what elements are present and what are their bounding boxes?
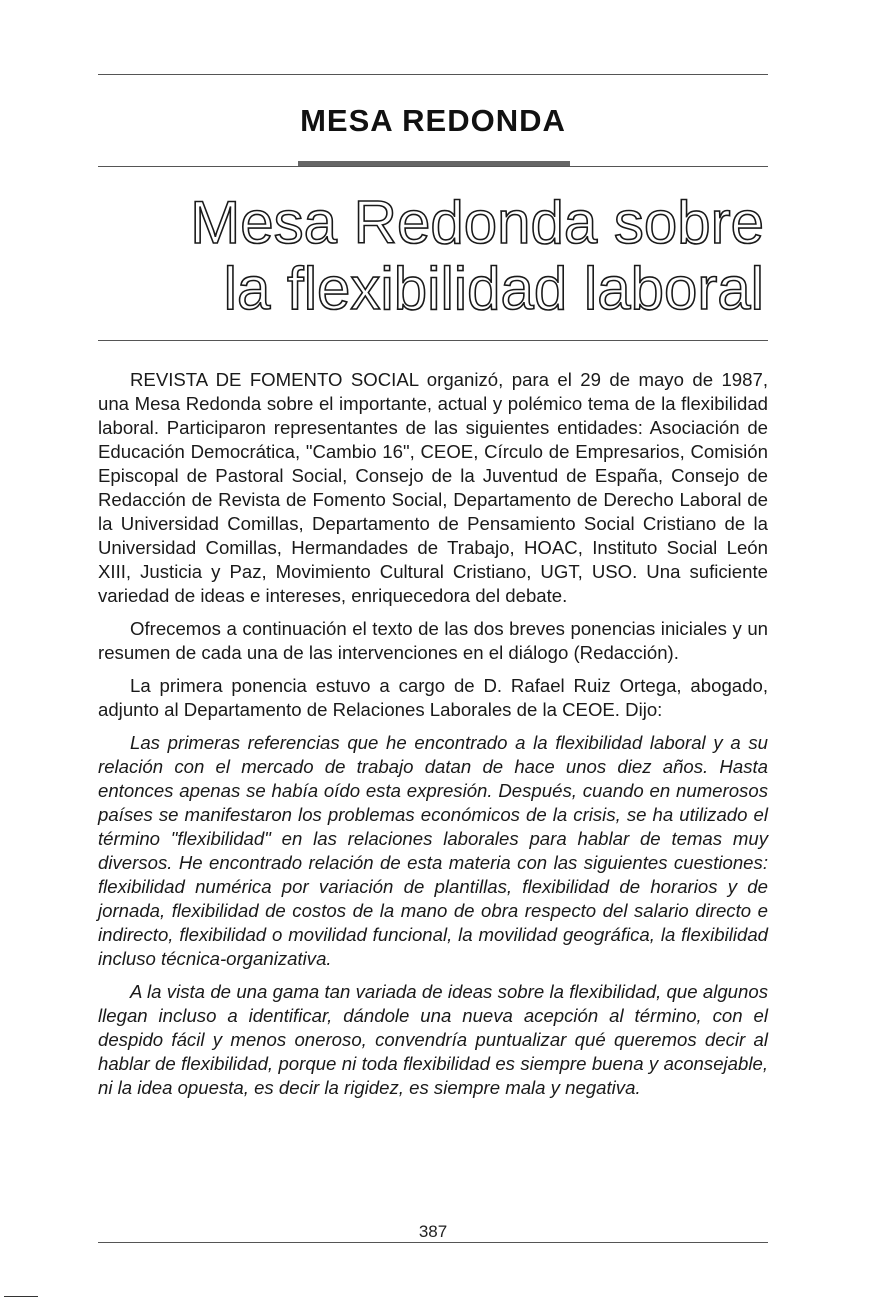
- section-underline: [98, 166, 768, 167]
- section-label: MESA REDONDA: [300, 103, 566, 138]
- section-underline-accent: [298, 161, 570, 166]
- paragraph: Ofrecemos a continuación el texto de las dos breves ponencias iniciales y un resumen de cada una de las intervenciones en el diálogo (Redacción).: [98, 618, 768, 663]
- intro-paragraph: REVISTA DE FOMENTO SOCIAL organizó, para el 29 de mayo de 1987, una Mesa Redonda sobre el importante, actual y polémico tema de la flexibilidad laboral. Participaron representantes de las siguientes entidades: Asociación de Educación Democrática, "Cambio 16", CEOE, Círculo de Empresarios, Comisión Episcopal de Pastoral Social, Consejo de la Juventud de España, Consejo de Redacción de Revista de Fomento Social, Departamento de Derecho Laboral de la Universidad Comillas, Departamento de Pensamiento Social Cristiano de la Universidad Comillas, Hermandades de Trabajo, HOAC, Instituto Social León XIII, Justicia y Paz, Movimiento Cultural Cristiano, UGT, USO. Una suficiente variedad de ideas e intereses, enriquecedora del debate.: [98, 369, 768, 606]
- paragraph: La primera ponencia estuvo a cargo de D. Rafael Ruiz Ortega, abogado, adjunto al Departamento de Relaciones Laborales de la CEOE. Dijo:: [98, 675, 768, 720]
- page-number: 387: [418, 1222, 448, 1241]
- title-rule: [98, 340, 768, 341]
- article-body: [98, 368, 768, 1109]
- scan-mark: [4, 1296, 38, 1297]
- top-rule: [98, 74, 768, 75]
- article-title-line-1: Mesa Redonda sobre: [190, 189, 764, 256]
- article-title: [130, 190, 764, 322]
- quoted-paragraph: Las primeras referencias que he encontrado a la flexibilidad laboral y a su relación con el mercado de trabajo datan de hace unos diez años. Hasta entonces apenas se había oído esta expresión. Después, cuando en numerosos países se manifestaron los problemas económicos de la crisis, se ha utilizado el término "flexibilidad" en las relaciones laborales para hablar de temas muy diversos. He encontrado relación de esta materia con las siguientes cuestiones: flexibilidad numérica por variación de plantillas, flexibilidad de horarios y de jornada, flexibilidad de costos de la mano de obra respecto del salario directo e indirecto, flexibilidad o movilidad funcional, la movilidad geográfica, la flexibilidad incluso técnica-organizativa.: [98, 732, 768, 969]
- article-title-line-2: la flexibilidad laboral: [223, 255, 764, 322]
- quoted-paragraph: A la vista de una gama tan variada de ideas sobre la flexibilidad, que algunos llegan incluso a identificar, dándole una nueva acepción al término, con el despido fácil y menos oneroso, convendría puntualizar qué queremos decir al hablar de flexibilidad, porque ni toda flexibilidad es siempre buena y aconsejable, ni la idea opuesta, es decir la rigidez, es siempre mala y negativa.: [98, 981, 768, 1098]
- bottom-rule: [98, 1242, 768, 1243]
